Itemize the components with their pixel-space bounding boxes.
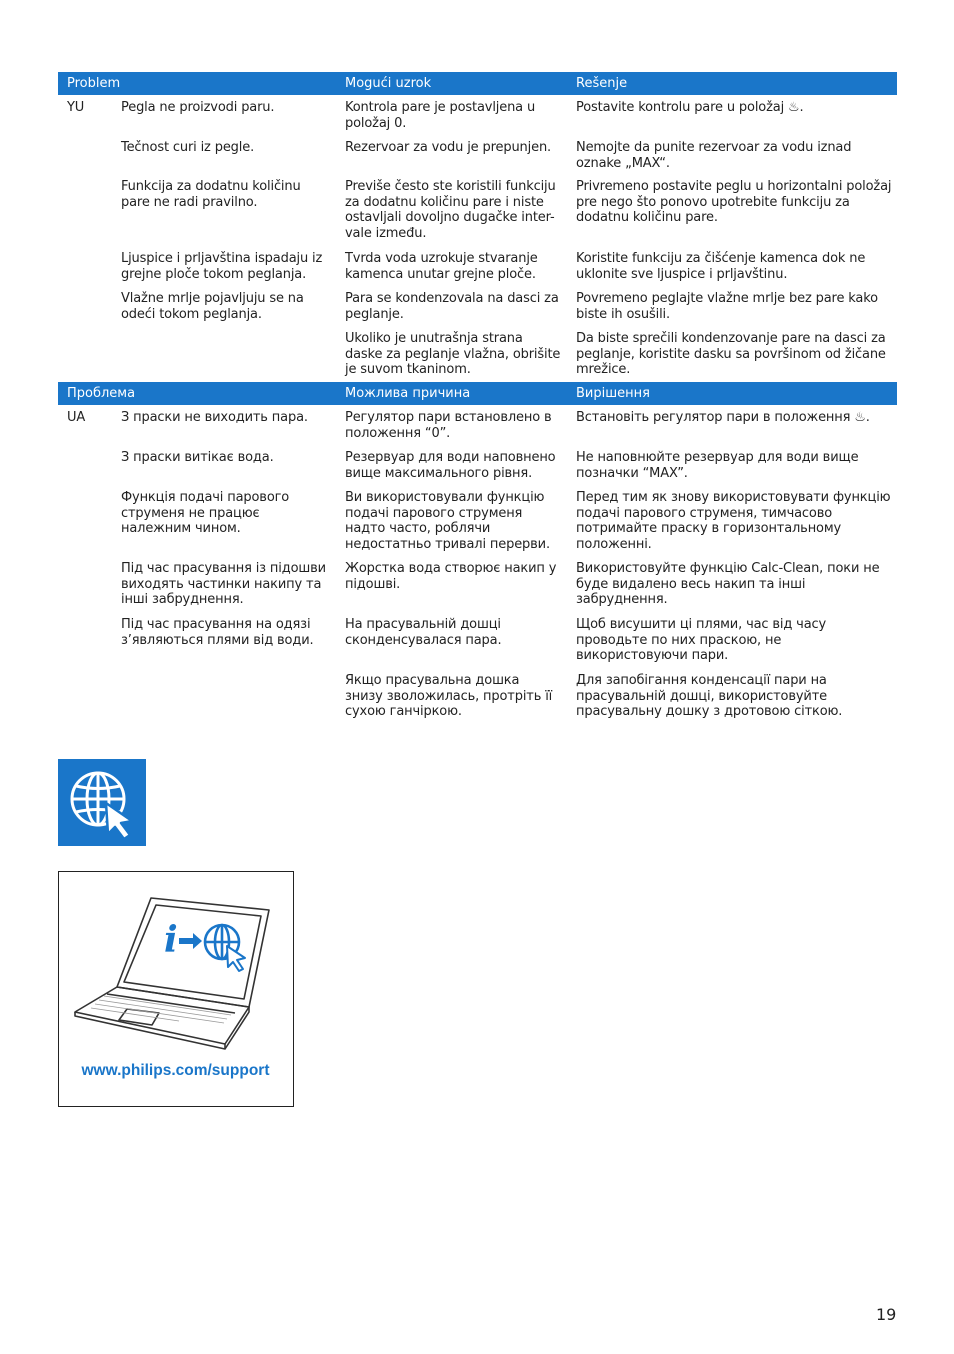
yu-row-3-problem: Ljuspice i prljavština ispadaju iz grejne ploče tokom peglanja. — [121, 251, 323, 282]
ua-row-0-problem: З праски не виходить пара. — [121, 410, 308, 425]
yu-row-3-cause: Tvrda voda uzrokuje stvaranje kamenca unutar grejne ploče. — [345, 251, 538, 282]
yu-row-4-problem: Vlažne mrlje pojavljuju se na odeći tokom peglanja. — [121, 291, 304, 322]
ua-row-2-cause: Ви використовували функцію подачі парового струменя надто часто, роблячи недостатньо тривалі перерви. — [345, 490, 550, 552]
yu-row-3-solution: Koristite funkciju za čišćenje kamenca dok ne uklonite sve ljuspice i prljavštinu. — [576, 251, 866, 282]
ua-header-cause: Можлива причина — [345, 386, 471, 401]
ua-row-4-problem: Під час прасування на одязі з’являються плями від води. — [121, 617, 314, 648]
ua-row-2-problem: Функція подачі парового струменя не працює належним чином. — [121, 490, 290, 536]
yu-row-1-problem: Tečnost curi iz pegle. — [121, 140, 255, 155]
ua-row-3-cause: Жорстка вода створює накип у підошві. — [345, 561, 557, 592]
ua-row-1-problem: З праски витікає вода. — [121, 450, 274, 465]
ua-row-4-solution: Щоб висушити ці плями, час від часу проводьте по них праскою, не використовуючи пари. — [576, 617, 827, 663]
laptop-info-globe-icon — [59, 872, 292, 1052]
ua-row-4-cause: На прасувальній дошці сконденсувалася пара. — [345, 617, 502, 648]
globe-cursor-icon — [58, 759, 146, 846]
page-number: 19 — [876, 1305, 897, 1324]
yu-row-2-cause: Previše često ste koristili funkciju za dodatnu količinu pare i niste ostavljali dovoljno dugačke inter-vale između. — [345, 179, 556, 241]
ua-row-0-solution: Встановіть регулятор пари в положення ♨. — [576, 410, 870, 425]
yu-row-0-cause: Kontrola pare je postavljena u položaj 0. — [345, 100, 536, 131]
yu-header-cause: Mogući uzrok — [345, 76, 432, 91]
ua-row-3-problem: Під час прасування із підошви виходять частинки накипу та інші забруднення. — [121, 561, 326, 607]
yu-table-header — [58, 72, 897, 95]
yu-row-1-solution: Nemojte da punite rezervoar za vodu iznad oznake „MAX“. — [576, 140, 852, 171]
yu-row-5-solution: Da biste sprečili kondenzovanje pare na dasci za peglanje, koristite dasku sa površinom od žičane mrežice. — [576, 331, 886, 377]
ua-row-5-solution: Для запобігання конденсації пари на прасувальній дошці, використовуйте прасувальну дошку з дротовою сіткою. — [576, 673, 843, 719]
yu-row-2-solution: Privremeno postavite peglu u horizontalni položaj pre nego što ponovo upotrebite funkciju za dodatnu količinu pare. — [576, 179, 892, 225]
yu-row-0-solution: Postavite kontrolu pare u položaj ♨. — [576, 100, 804, 115]
yu-row-0-problem: Pegla ne proizvodi paru. — [121, 100, 275, 115]
ua-row-5-cause: Якщо прасувальна дошка знизу зволожилась, протріть її сухою ганчіркою. — [345, 673, 553, 719]
support-url-link[interactable]: www.philips.com/support — [81, 1062, 270, 1079]
yu-header-problem: Problem — [67, 76, 121, 91]
ua-table-header — [58, 382, 897, 405]
yu-row-4-solution: Povremeno peglajte vlažne mrlje bez pare kako biste ih osušili. — [576, 291, 878, 322]
yu-row-1-cause: Rezervoar za vodu je prepunjen. — [345, 140, 552, 155]
yu-row-4-cause: Para se kondenzovala na dasci za peglanje. — [345, 291, 559, 322]
ua-row-3-solution: Використовуйте функцію Calc-Clean, поки не буде видалено весь накип та інші забруднення. — [576, 561, 880, 607]
svg-text:i: i — [164, 919, 178, 961]
ua-header-solution: Вирішення — [576, 386, 650, 401]
ua-lang-code: UA — [67, 410, 86, 425]
yu-row-2-problem: Funkcija za dodatnu količinu pare ne radi pravilno. — [121, 179, 301, 210]
yu-row-5-cause: Ukoliko je unutrašnja strana daske za peglanje vlažna, obrišite je suvom tkaninom. — [345, 331, 561, 377]
support-box — [58, 871, 294, 1107]
ua-header-problem: Проблема — [67, 386, 136, 401]
ua-row-0-cause: Регулятор пари встановлено в положення “0”. — [345, 410, 552, 441]
ua-row-2-solution: Перед тим як знову використовувати функцію подачі парового струменя, тимчасово потримайте праску в горизонтальному положенні. — [576, 490, 891, 552]
yu-header-solution: Rešenje — [576, 76, 628, 91]
yu-lang-code: YU — [67, 100, 85, 115]
ua-row-1-cause: Резервуар для води наповнено вище максимального рівня. — [345, 450, 556, 481]
ua-row-1-solution: Не наповнюйте резервуар для води вище позначки “MAX”. — [576, 450, 859, 481]
